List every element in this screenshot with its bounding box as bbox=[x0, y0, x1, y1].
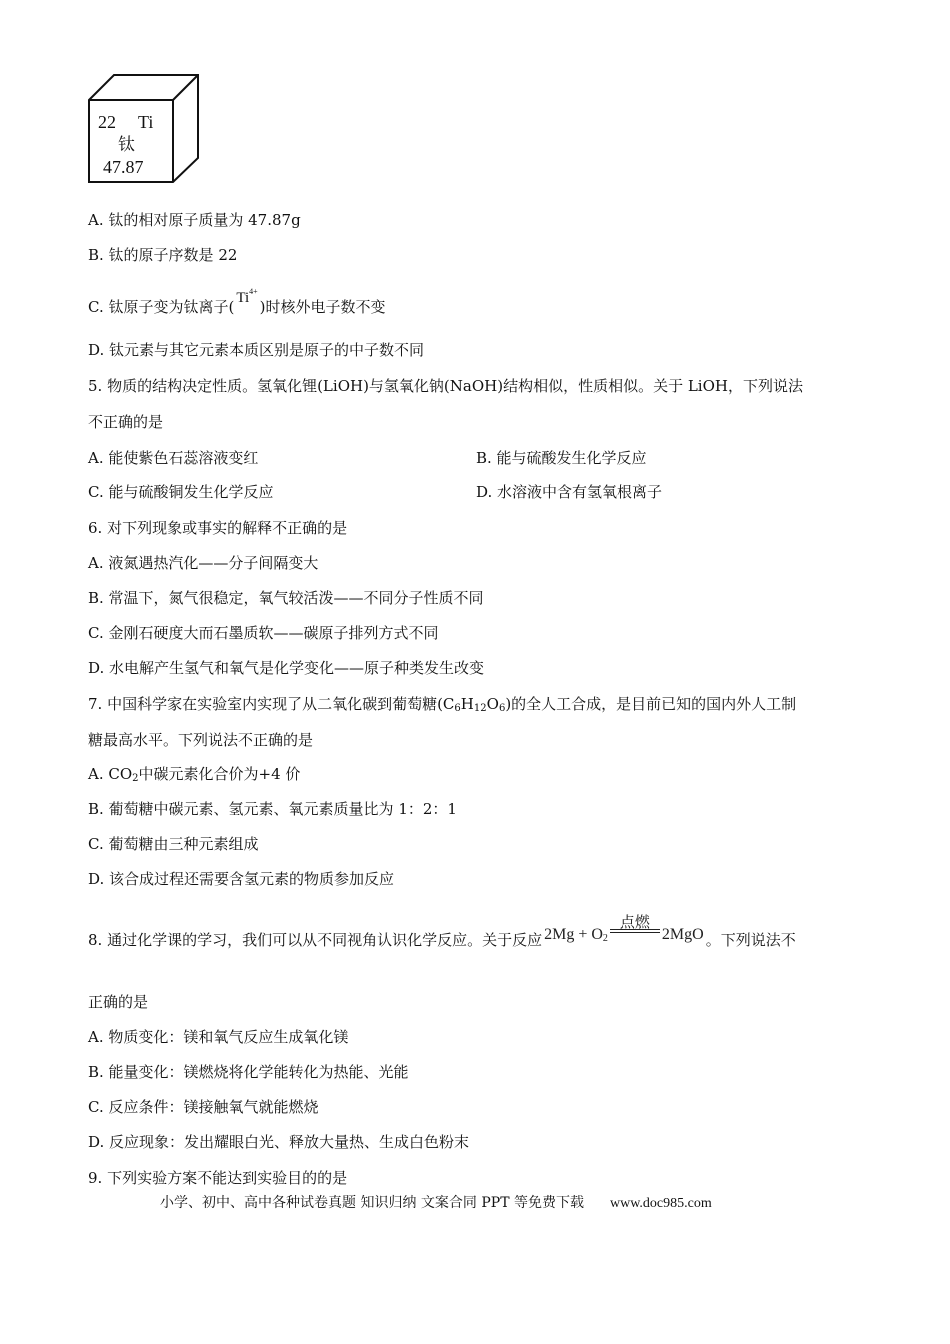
subscript: 12 bbox=[473, 703, 487, 714]
q5-stem-line-1: 5. 物质的结构决定性质。氢氧化锂(LiOH)与氢氧化钠(NaOH)结构相似，性质相似。关于 LiOH，下列说法 bbox=[88, 377, 803, 395]
q8-stem-text-2: 。下列说法不 bbox=[705, 931, 796, 949]
q4-option-d: D. 钛元素与其它元素本质区别是原子的中子数不同 bbox=[88, 341, 425, 359]
q7-option-a-text-2: 中碳元素化合价为+4 价 bbox=[138, 765, 301, 783]
q5-option-d: D. 水溶液中含有氢氧根离子 bbox=[476, 483, 663, 501]
q6-option-d: D. 水电解产生氢气和氧气是化学变化——原子种类发生改变 bbox=[88, 659, 485, 677]
q7-option-a bbox=[88, 764, 300, 784]
equation-reactants: 2Mg + O bbox=[544, 926, 603, 943]
element-mass: 47.87 bbox=[103, 157, 144, 177]
q7-stem-line-1 bbox=[88, 694, 796, 714]
q7-stem-line-2: 糖最高水平。下列说法不正确的是 bbox=[88, 731, 314, 749]
hydrogen-symbol: H bbox=[460, 695, 474, 713]
q7-option-c: C. 葡萄糖由三种元素组成 bbox=[88, 835, 259, 853]
footer-link[interactable]: www.doc985.com bbox=[609, 1196, 712, 1211]
q6-option-a: A. 液氮遇热汽化——分子间隔变大 bbox=[88, 554, 319, 572]
oxygen-symbol: O bbox=[486, 695, 499, 713]
equation-condition: 点燃 bbox=[619, 915, 650, 931]
chemical-equation bbox=[544, 915, 704, 945]
equation-arrow bbox=[610, 915, 660, 939]
q7-option-d: D. 该合成过程还需要含氢元素的物质参加反应 bbox=[88, 870, 395, 888]
page-footer bbox=[160, 1192, 712, 1212]
element-number: 22 bbox=[98, 112, 116, 132]
subscript: 2 bbox=[132, 773, 139, 784]
ion-charge: 4+ bbox=[249, 287, 258, 296]
q8-option-c: C. 反应条件：镁接触氧气就能燃烧 bbox=[88, 1098, 319, 1116]
q8-option-d: D. 反应现象：发出耀眼白光、释放大量热、生成白色粉末 bbox=[88, 1133, 470, 1151]
equation-product: 2MgO bbox=[661, 926, 704, 943]
equals-lines bbox=[610, 929, 660, 933]
q8-stem-line-1 bbox=[88, 915, 796, 951]
q8-stem-line-2: 正确的是 bbox=[88, 993, 149, 1011]
q4-option-c-text: C. 钛原子变为钛离子( bbox=[88, 298, 235, 316]
q7-option-a-text: A. CO bbox=[88, 765, 133, 783]
q4-option-b: B. 钛的原子序数是 22 bbox=[88, 246, 238, 264]
q6-option-c: C. 金刚石硬度大而石墨质软——碳原子排列方式不同 bbox=[88, 624, 439, 642]
q6-option-b: B. 常温下，氮气很稳定，氧气较活泼——不同分子性质不同 bbox=[88, 589, 484, 607]
element-cube-titanium bbox=[86, 72, 202, 184]
q8-stem-text: 8. 通过化学课的学习，我们可以从不同视角认识化学反应。关于反应 bbox=[88, 931, 543, 949]
q4-option-c-text-2: )时核外电子数不变 bbox=[259, 298, 386, 316]
element-symbol: Ti bbox=[138, 112, 154, 132]
q5-option-a: A. 能使紫色石蕊溶液变红 bbox=[88, 449, 259, 467]
q9-stem: 9. 下列实验方案不能达到实验目的的是 bbox=[88, 1169, 348, 1187]
q5-stem-line-2: 不正确的是 bbox=[88, 413, 164, 431]
q8-option-a: A. 物质变化：镁和氧气反应生成氧化镁 bbox=[88, 1028, 349, 1046]
q7-stem-text-2: )的全人工合成，是目前已知的国内外人工制 bbox=[505, 695, 797, 713]
q8-option-b: B. 能量变化：镁燃烧将化学能转化为热能、光能 bbox=[88, 1063, 409, 1081]
q6-stem: 6. 对下列现象或事实的解释不正确的是 bbox=[88, 519, 348, 537]
q4-option-c bbox=[88, 287, 386, 318]
titanium-ion bbox=[236, 282, 257, 308]
q4-option-a: A. 钛的相对原子质量为 47.87g bbox=[88, 211, 301, 229]
q5-option-c: C. 能与硫酸铜发生化学反应 bbox=[88, 483, 274, 501]
q5-option-b: B. 能与硫酸发生化学反应 bbox=[476, 449, 647, 467]
q7-option-b: B. 葡萄糖中碳元素、氢元素、氧元素质量比为 1：2：1 bbox=[88, 800, 457, 818]
footer-text: 小学、初中、高中各种试卷真题 知识归纳 文案合同 PPT 等免费下载 bbox=[160, 1195, 584, 1211]
ion-symbol: Ti bbox=[236, 290, 250, 306]
subscript: 6 bbox=[454, 703, 461, 714]
subscript: 2 bbox=[602, 933, 608, 944]
element-name: 钛 bbox=[118, 135, 135, 155]
subscript: 6 bbox=[498, 703, 506, 714]
q7-stem-text: 7. 中国科学家在实验室内实现了从二氧化碳到葡萄糖(C bbox=[88, 695, 455, 713]
